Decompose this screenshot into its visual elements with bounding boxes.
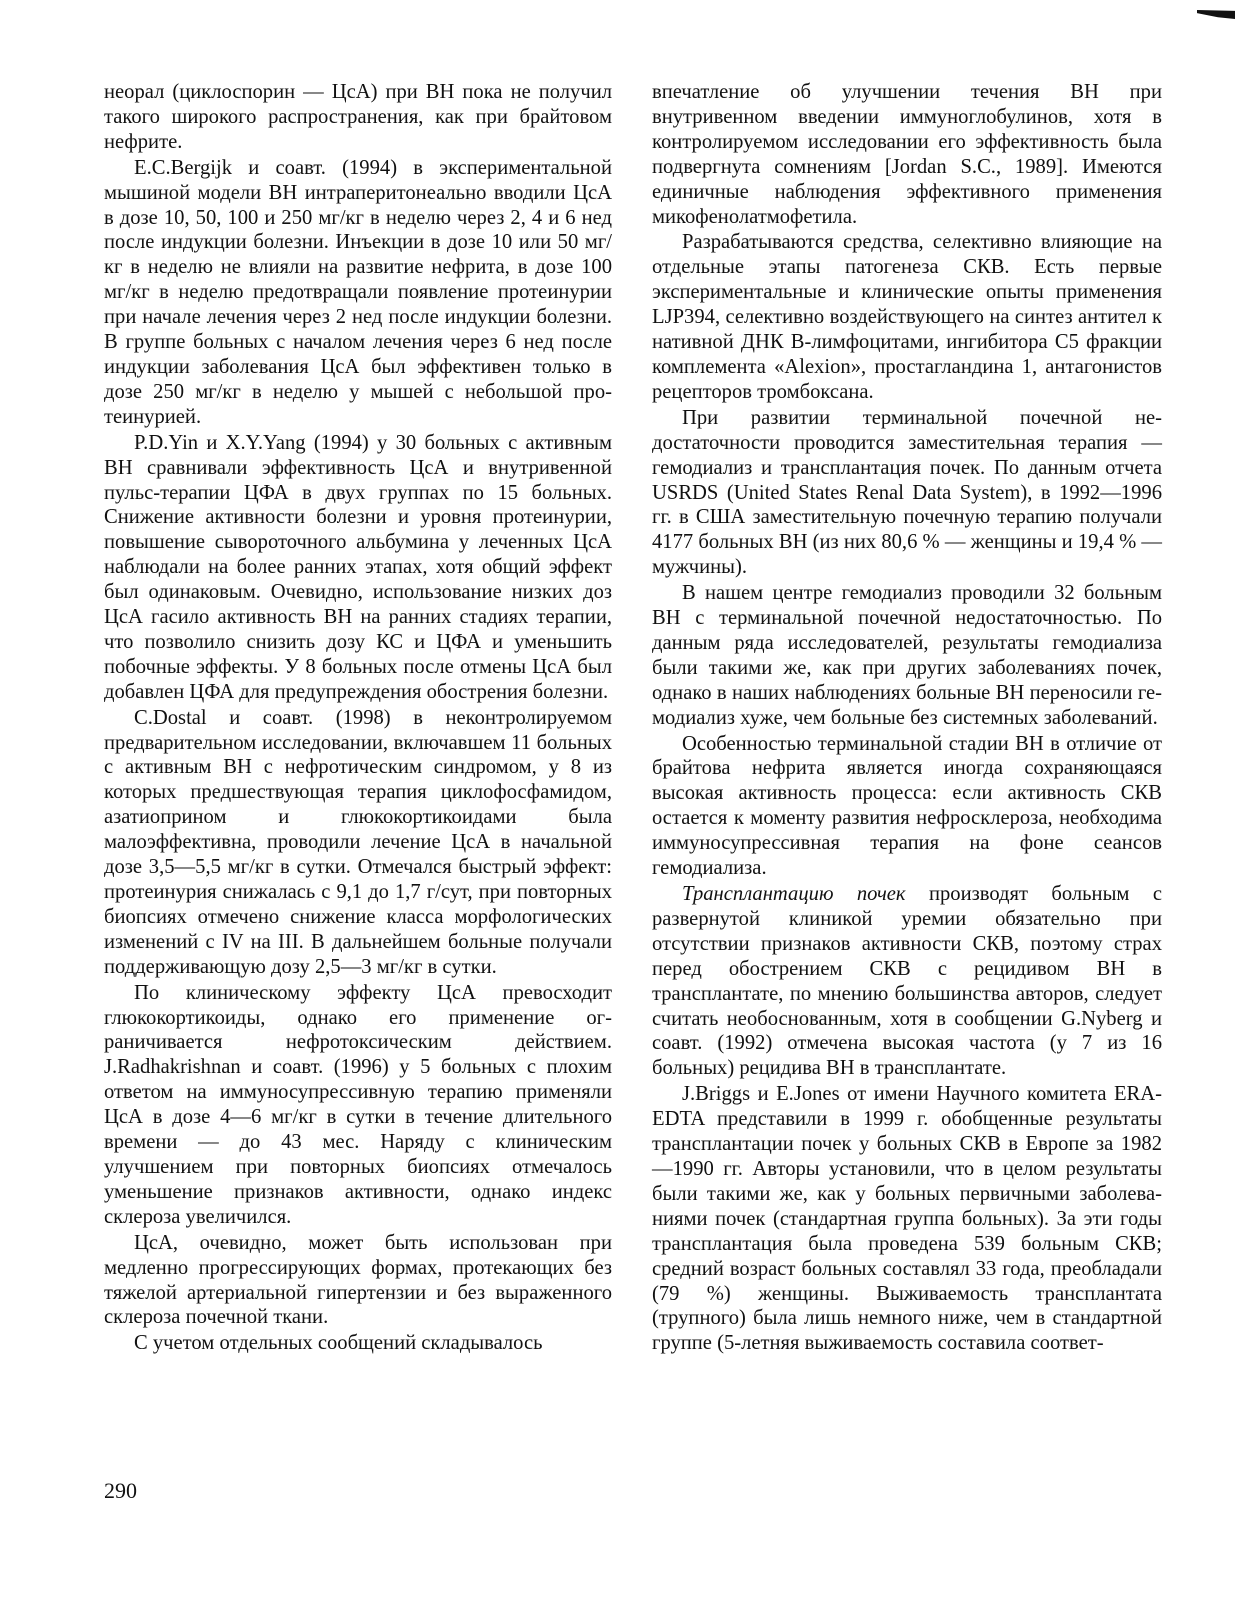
paragraph-text: производят больным с развернутой клиникой уремии обязательно при отсутствии признаков активности СКВ, поэтому страх перед обострением СКВ с рецидивом ВН в трансплантате, по мнению большинства авторов, следует считать необоснованным, хотя в сообщении G.Nyberg и соавт. (1992) отмечена высокая частота (у 7 из 16 больных) рецидива ВН в трансплантате.: [652, 883, 1162, 1080]
paragraph: В нашем центре гемодиализ проводили 32 больным ВН с терминальной почечной недостаточностью. По данным ряда исследователей, результаты гемодиализа были такими же, как при других заболеваниях почек, однако в наших наблюдениях больные ВН переносили гемодиализ хуже, чем больные без системных заболеваний.: [652, 582, 1162, 729]
paragraph: E.C.Bergijk и соавт. (1994) в экспериментальной мышиной модели ВН интраперитонеально вводили ЦсА в дозе 10, 50, 100 и 250 мг/кг в неделю через 2, 4 и 6 нед после индукции болезни. Инъекции в дозе 10 или 50 мг/кг в неделю не влияли на развитие нефрита, в дозе 100 мг/кг в неделю предотвращали появление протеинурии при начале лечения через 2 нед после индукции болезни. В группе больных с началом лечения через 6 нед после индукции заболевания ЦсА был эффективен только в дозе 250 мг/кг в неделю у мышей с небольшой протеинурией.: [104, 156, 612, 428]
paragraph: Разрабатываются средства, селективно влияющие на отдельные этапы патогенеза СКВ. Есть первые экспериментальные и клинические опыты применения LJP394, селективно воздействующего на синтез антител к нативной ДНК В-лимфоцитами, ингибитора С5 фракции комплемента «Alexion», простагландина 1, антагонистов рецепторов тромбоксана.: [652, 231, 1162, 403]
paragraph: неорал (циклоспорин — ЦсА) при ВН пока не получил такого широкого распространения, как при брайтовом нефрите.: [104, 81, 612, 153]
paragraph: При развитии терминальной почечной недостаточности проводится заместительная терапия — гемодиализ и трансплантация почек. По данным отчета USRDS (United States Renal Data System), в 1992—1996 гг. в США заместительную почечную терапию получали 4177 больных ВН (из них 80,6 % — женщины и 19,4 % — мужчины).: [652, 406, 1162, 579]
paragraph: J.Briggs и E.Jones от имени Научного комитета ERA-EDTA представили в 1999 г. обобщенные результаты трансплантации почек у больных СКВ в Европе за 1982—1990 гг. Авторы установили, что в целом результаты были такими же, как у больных первичными заболеваниями почек (стандартная группа больных). За эти годы трансплантация была проведена 539 больным СКВ; средний возраст больных составлял 33 года, преобладали (79 %) женщины. Выживаемость трансплантата (трупного) была лишь немного ниже, чем в стандартной группе (5-летняя выживаемость составила соответ-: [652, 1083, 1162, 1355]
paragraph: P.D.Yin и X.Y.Yang (1994) у 30 больных с активным ВН сравнивали эффективность ЦсА и внутривенной пульс-терапии ЦФА в двух группах по 15 больных. Снижение активности болезни и уровня протеинурии, повышение сывороточного альбумина у леченных ЦсА наблюдали на более ранних этапах, хотя общий эффект был одинаковым. Очевидно, использование низких доз ЦсА гасило активность ВН на ранних стадиях терапии, что позволило снизить дозу КС и ЦФА и уменьшить побочные эффекты. У 8 больных после отмены ЦсА был добавлен ЦФА для предупреждения обострения болезни.: [104, 431, 612, 703]
paragraph-transplant: [652, 882, 1162, 1081]
paragraph: ЦсА, очевидно, может быть использован при медленно прогрессирующих формах, протекающих без тяжелой артериальной гипертензии и без выраженного склероза почечной ткани.: [104, 1231, 612, 1329]
corner-tab-mark: [1197, 10, 1235, 19]
italic-lead: Трансплантацию почек: [682, 883, 906, 905]
paragraph: С учетом отдельных сообщений складывалось: [134, 1332, 543, 1355]
right-column: [652, 80, 1162, 1357]
paragraph: впечатление об улучшении течения ВН при внутривенном введении иммуноглобулинов, хотя в контролируемом исследовании его эффективность была подвергнута сомнениям [Jordan S.C., 1989]. Имеются единичные наблюдения эффективного применения микофенолатмофетила.: [652, 81, 1162, 228]
left-column: [104, 80, 612, 1357]
paragraph: Особенностью терминальной стадии ВН в отличие от брайтова нефрита является иногда сохраняющаяся высокая активность процесса: если активность СКВ остается к моменту развития нефросклероза, необходима иммуносупрессивная терапия на фоне сеансов гемодиализа.: [652, 732, 1162, 880]
page-number: 290: [104, 1478, 137, 1503]
paragraph: По клиническому эффекту ЦсА превосходит глюкокортикоиды, однако его применение ограничивается нефротоксическим действием. J.Radhakrishnan и соавт. (1996) у 5 больных с плохим ответом на иммуносупрессивную терапию применяли ЦсА в дозе 4—6 мг/кг в сутки в течение длительного времени — до 43 мес. Наряду с клиническим улучшением при повторных биопсиях отмечалось уменьшение признаков активности, однако индекс склероза увеличился.: [104, 981, 612, 1228]
paragraph: C.Dostal и соавт. (1998) в неконтролируемом предварительном исследовании, включавшем 11 больных с активным ВН с нефротическим синдромом, у 8 из которых предшествующая терапия циклофосфамидом, азатиоприном и глюкокортикоидами была малоэффективна, проводили лечение ЦсА в начальной дозе 3,5—5,5 мг/кг в сутки. Отмечался быстрый эффект: протеинурия снижалась с 9,1 до 1,7 г/сут, при повторных биопсиях отмечено снижение класса морфологических изменений с IV на III. В дальнейшем больные получали поддерживающую дозу 2,5—3 мг/кг в сутки.: [104, 706, 612, 978]
